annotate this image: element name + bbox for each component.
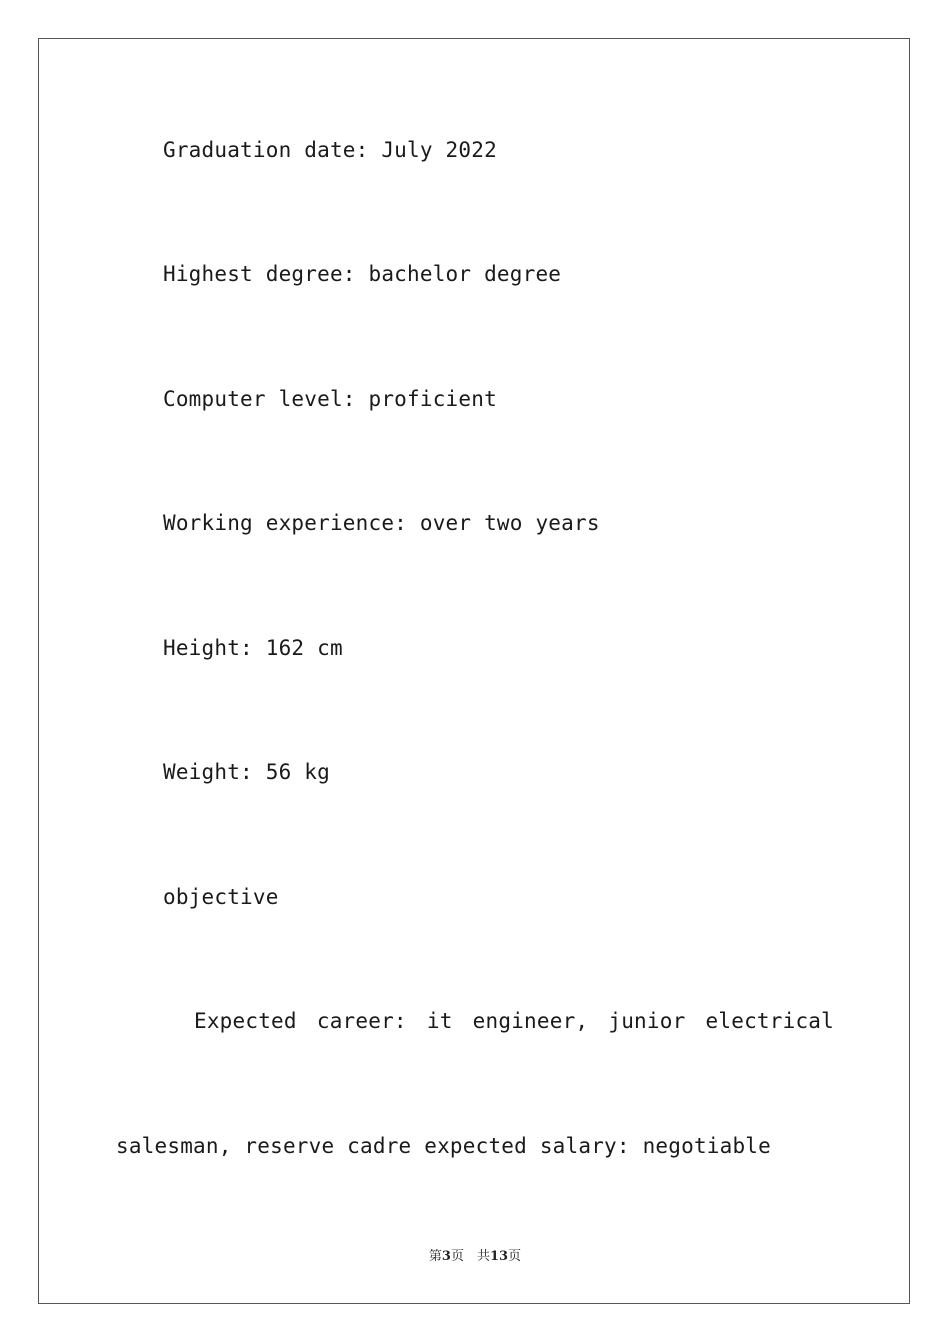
total-page-count: 13 xyxy=(489,1249,509,1264)
paragraph-word: engineer, xyxy=(472,1009,589,1033)
paragraph-word: career: xyxy=(316,1009,407,1033)
current-page-number: 3 xyxy=(441,1249,451,1264)
height-line: Height: 162 cm xyxy=(163,636,343,660)
footer-prefix: 第 xyxy=(428,1249,442,1264)
objective-heading: objective xyxy=(163,885,279,909)
paragraph-word: it xyxy=(426,1009,453,1033)
working-experience-line: Working experience: over two years xyxy=(163,511,600,535)
footer-mid: 页 共 xyxy=(450,1249,490,1264)
graduation-date-line: Graduation date: July 2022 xyxy=(163,138,497,162)
page-border xyxy=(38,38,910,1304)
footer-suffix: 页 xyxy=(508,1249,522,1264)
computer-level-line: Computer level: proficient xyxy=(163,387,497,411)
paragraph-word: junior xyxy=(608,1009,686,1033)
highest-degree-line: Highest degree: bachelor degree xyxy=(163,262,562,286)
paragraph-word: Expected xyxy=(194,1009,297,1033)
expected-career-line xyxy=(194,1008,834,1034)
expected-career-continuation: salesman, reserve cadre expected salary: negotiable xyxy=(116,1134,771,1158)
weight-line: Weight: 56 kg xyxy=(163,760,330,784)
paragraph-word: electrical xyxy=(705,1009,834,1033)
page-number-footer xyxy=(0,1248,950,1266)
